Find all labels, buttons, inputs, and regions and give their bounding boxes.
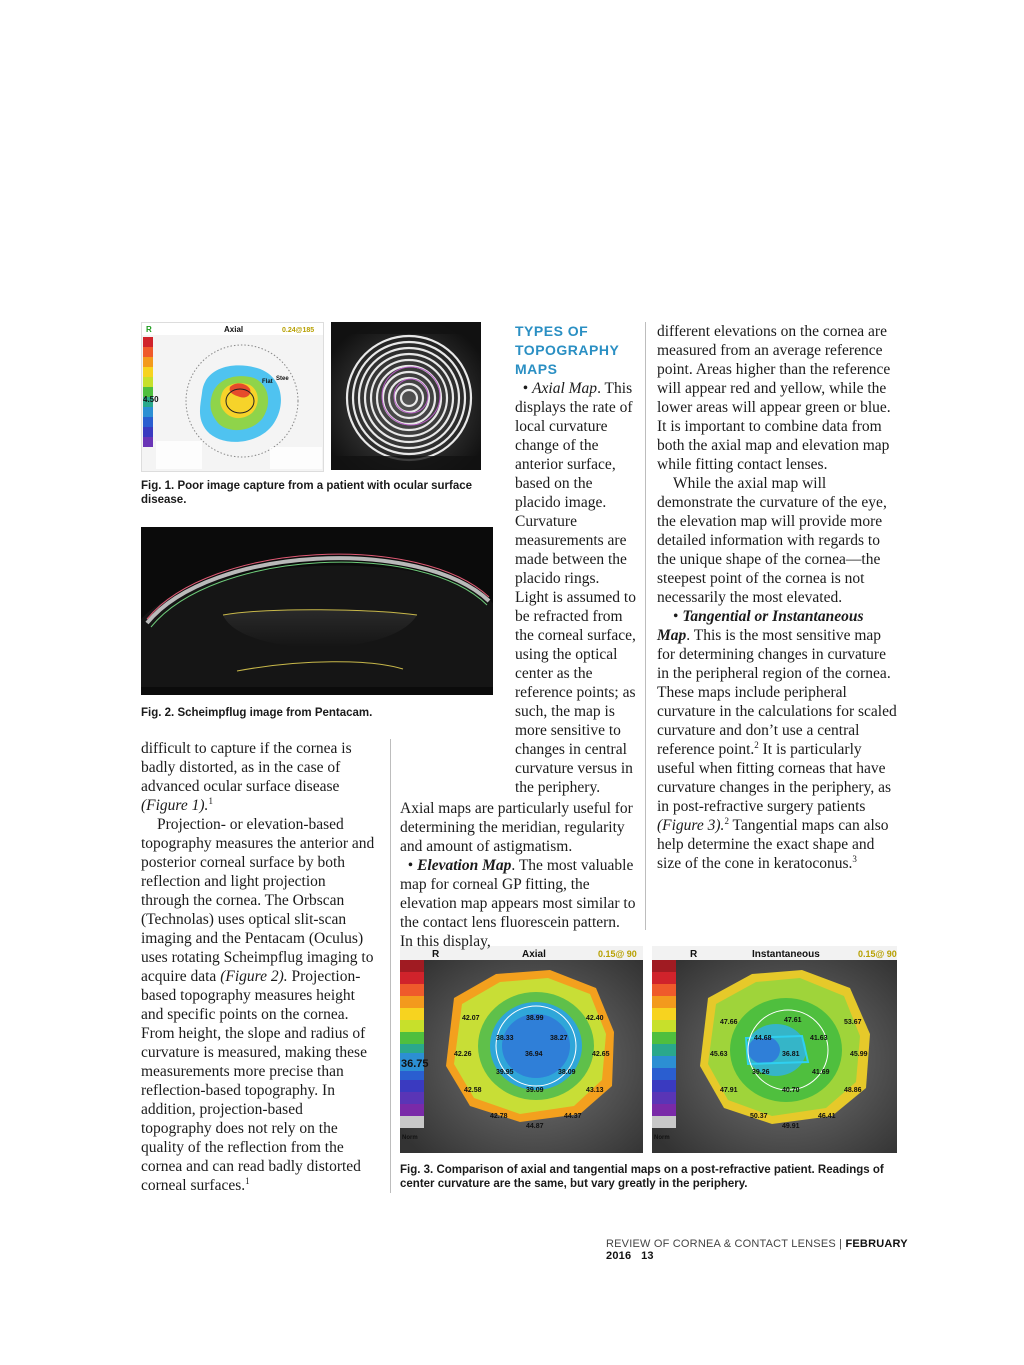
fig3-left-eye-label: R	[432, 949, 440, 960]
col3-bullet-3-citation: 2	[754, 739, 759, 750]
figure-1-caption-label: Fig. 1.	[141, 480, 175, 492]
svg-text:Stee: Stee	[276, 376, 289, 382]
fig3-left-reading: 38.33	[496, 1035, 514, 1042]
fig3-left-reading: 44.87	[526, 1123, 544, 1130]
fig1-eye-label: R	[146, 325, 152, 334]
fig3-left-reading: 36.94	[525, 1051, 543, 1058]
col1-p2-citation: 1	[245, 1175, 250, 1186]
col1-p2-figure-ref: (Figure 2).	[220, 968, 288, 985]
fig3-left-reading: 39.95	[496, 1069, 514, 1076]
fig3-left-reading: 42.65	[592, 1051, 610, 1058]
footer-journal: REVIEW OF CORNEA & CONTACT LENSES |	[606, 1238, 846, 1250]
fig3-left-color-scale	[400, 960, 424, 1128]
fig3-right-reading: 47.91	[720, 1087, 738, 1094]
fig3-left-reading: 42.78	[490, 1113, 508, 1120]
col1-paragraph-1	[141, 739, 377, 815]
figure-1-placido-image	[331, 322, 481, 470]
col1-p2a-text: Projection- or elevation-based topography measures the anterior and posterior corneal surface by both reflection and light projection through the cornea. The Orbscan (Technolas) uses optical slit-scan imaging and the Pentacam (Oculus) uses rotating Scheimpflug imaging to acquire data	[141, 816, 375, 985]
col3-paragraph-2: While the axial map will demonstrate the curvature of the eye, the elevation map will provide more detailed information with regards to the unique shape of the cornea—the steepest point of the cornea is not necessarily the most elevated.	[657, 475, 887, 606]
fig3-right-reading: 44.68	[754, 1035, 772, 1042]
figure-3-instantaneous-map	[652, 946, 897, 1153]
fig3-left-reading: 38.09	[558, 1069, 576, 1076]
col2-bullet-1-text2: Axial maps are particularly useful for determining the meridian, regularity and amount of astigmatism.	[400, 800, 633, 855]
fig3-right-reading: 46.41	[818, 1113, 836, 1120]
fig3-left-reading: 39.09	[526, 1087, 544, 1094]
fig3-right-norm-label: Norm	[654, 1135, 670, 1141]
figure-1-axial-map	[141, 322, 324, 472]
page-footer	[606, 1238, 926, 1262]
fig3-left-reading: 44.37	[564, 1113, 582, 1120]
col2-bullet-1-text: This displays the rate of local curvature change of the anterior surface, based on the placido image. Curvature measurements are made between the placido rings. Light is assumed to be refracted from the corneal surface, using the optical center as the reference points; as such, the map is more sensitive to changes in central curvature versus in the periphery.	[515, 380, 636, 796]
fig3-right-reading: 49.91	[782, 1123, 800, 1130]
figure-1-caption-text: Poor image capture from a patient with ocular surface disease.	[141, 480, 473, 506]
col2-bullet-2-title: Elevation Map	[417, 857, 512, 874]
footer-date: FEBRUARY 2016	[606, 1238, 908, 1262]
figure-2-caption-text: Scheimpflug image from Pentacam.	[177, 707, 373, 719]
fig3-left-map-title: Axial	[522, 949, 546, 960]
fig3-right-reading: 39.26	[752, 1069, 770, 1076]
fig3-right-reading: 40.70	[782, 1087, 800, 1094]
fig3-right-map-title: Instantaneous	[752, 949, 820, 960]
figure-2-caption-label: Fig. 2.	[141, 707, 175, 719]
col2-bullet-2-text: The most valuable map for corneal GP fitting, the elevation map appears most similar to the contact lens fluorescein pattern. In this display,	[400, 857, 636, 950]
col3-bullet-3-citation-3: 3	[852, 853, 857, 864]
col3-bullet-3-text2: It is particularly useful when fitting corneas that have curvature changes in the periphery, as in post-refractive surgery patients	[657, 741, 891, 815]
figure-3-caption-label: Fig. 3.	[400, 1164, 434, 1176]
fig3-left-reading: 38.27	[550, 1035, 568, 1042]
fig3-right-color-scale	[652, 960, 676, 1128]
fig3-left-reading: 42.58	[464, 1087, 482, 1094]
figure-3-caption	[400, 1163, 900, 1191]
fig3-right-reading: 47.66	[720, 1019, 738, 1026]
col1-p2b-text: Projection-based topography measures height and specific points on the cornea. From height, the slope and radius of curvature is measured, making these measurements more precise than reflection-based topography. In addition, projection-based topography does not rely on the quality of the reflection from the cornea and can read badly distorted corneal surfaces.	[141, 968, 367, 1194]
col3-paragraph-1: different elevations on the cornea are measured from an average reference point. Areas higher than the reference will appear red and yellow, while the lower areas will appear green or blue. It is important to combine data from both the axial map and elevation map while fitting contact lenses.	[657, 323, 891, 473]
fig3-right-reading: 50.37	[750, 1113, 768, 1120]
col2-bullet-1-title: Axial Map	[532, 380, 598, 397]
column-2-lower-text	[400, 799, 636, 951]
column-divider-2	[645, 322, 646, 930]
figure-1-caption	[141, 479, 491, 507]
col3-bullet-3-citation-2: 2	[724, 815, 729, 826]
section-heading: TYPES OF TOPOGRAPHY MAPS	[515, 323, 620, 377]
col3-bullet-3-figure-ref: (Figure 3).	[657, 817, 725, 834]
col3-bullet-3-text: This is the most sensitive map for determining changes in curvature in the peripheral region of the cornea. These maps include peripheral curvature in the calculations for scaled curvature and don’t use a central reference point.	[657, 627, 897, 758]
col2-bullet-2: • Elevation Map. The most valuable map for corneal GP fitting, the elevation map appears most similar to the contact lens fluorescein pattern. In this display,	[400, 857, 636, 950]
fig3-right-eye-label: R	[690, 949, 698, 960]
figure-3-caption-text: Comparison of axial and tangential maps on a post-refractive patient. Readings of center curvature are the same, but vary greatly in the periphery.	[400, 1164, 884, 1190]
column-3-text	[657, 322, 897, 873]
column-divider-1	[390, 739, 391, 1193]
figure-2-caption	[141, 706, 491, 720]
figure-3-axial-map	[400, 946, 643, 1153]
column-1-text	[141, 739, 377, 1195]
fig3-left-norm-label: Norm	[402, 1135, 418, 1141]
fig3-right-reading: 45.99	[850, 1051, 868, 1058]
col3-bullet-3: • Tangential or Instantaneous Map. This is the most sensitive map for determining changes in curvature in the peripheral region of the cornea. These maps include peripheral curvature in the calculations for scaled curvature and don’t use a central reference point.$^2$ It is particularly useful when fitting corneas that have curvature changes in the periphery, as in post-refractive surgery patients (Figure 3).$^2$ Tangential maps can also help determine the exact shape and size of the cone in keratoconus.$^3$	[657, 608, 897, 872]
fig1-map-value: 0.24@185	[282, 327, 315, 334]
section-heading-block	[515, 322, 633, 379]
fig3-left-reading: 38.99	[526, 1015, 544, 1022]
fig1-color-scale	[143, 337, 153, 447]
fig3-left-reading: 43.13	[586, 1087, 604, 1094]
col2-bullet-1-tail	[400, 799, 636, 856]
col1-p1-text: difficult to capture if the cornea is badly distorted, as in the case of advanced ocular surface disease	[141, 740, 352, 795]
col1-p1-citation: 1	[208, 795, 213, 806]
fig3-right-reading: 41.69	[812, 1069, 830, 1076]
fig3-left-reading: 42.07	[462, 1015, 480, 1022]
footer-page-number: 13	[641, 1250, 654, 1262]
col3-bullet-3-title: Tangential or Instantaneous Map	[657, 608, 864, 644]
fig3-left-scale-value: 36.75	[401, 1058, 429, 1070]
fig3-right-map-value: 0.15@ 90	[858, 949, 897, 959]
fig1-scale-value: 4.50	[143, 395, 159, 404]
col1-p1-figure-ref: (Figure 1).	[141, 797, 209, 814]
col2-bullet-1: • Axial Map. This displays the rate of local curvature change of the anterior surface, based on the placido image. Curvature measurements are made between the placido rings. Light is assumed to be refracted from the corneal surface, using the optical center as the reference points; as such, the map is more sensitive to changes in central curvature versus in the periphery.	[515, 380, 636, 796]
fig3-right-reading: 36.81	[782, 1051, 800, 1058]
fig3-left-map-value: 0.15@ 90	[598, 949, 637, 959]
fig3-right-reading: 48.86	[844, 1087, 862, 1094]
fig3-right-reading: 47.61	[784, 1017, 802, 1024]
col1-paragraph-2	[141, 815, 377, 1195]
column-2-narrow-text	[515, 379, 636, 797]
fig1-map-title: Axial	[224, 325, 244, 334]
fig3-right-reading: 45.63	[710, 1051, 728, 1058]
fig3-right-reading: 41.63	[810, 1035, 828, 1042]
fig3-left-reading: 42.26	[454, 1051, 472, 1058]
col3-bullet-3-text3: Tangential maps can also help determine the exact shape and size of the cone in keratoconus.	[657, 817, 889, 872]
fig3-left-reading: 42.40	[586, 1015, 604, 1022]
svg-text:Flat: Flat	[262, 379, 273, 385]
fig3-right-reading: 53.67	[844, 1019, 862, 1026]
figure-2-scheimpflug-image	[141, 527, 493, 695]
